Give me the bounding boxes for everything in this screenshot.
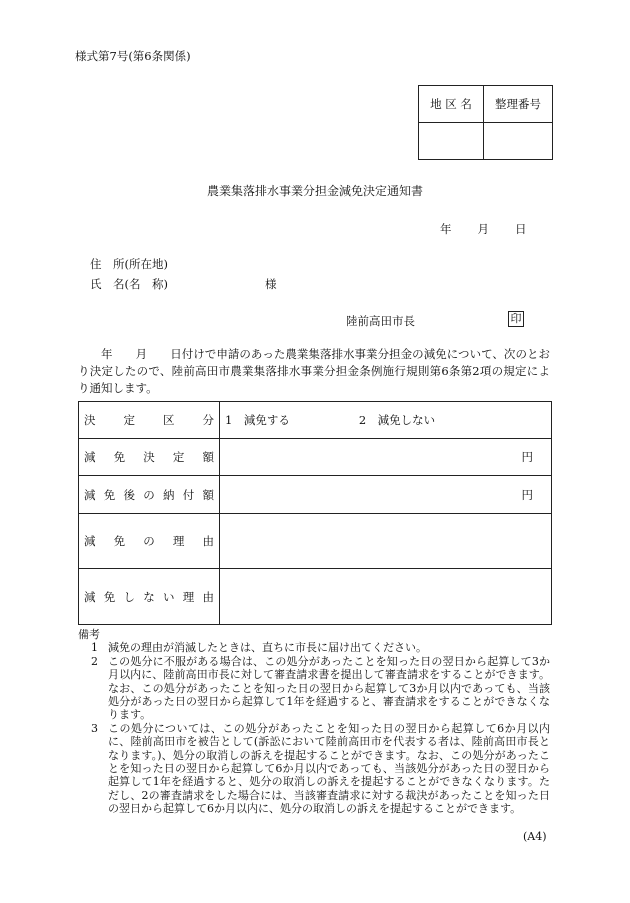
ref-no-label: 整理番号	[484, 86, 553, 123]
address-label: 住 所(所在地)	[90, 257, 168, 271]
note-item	[78, 722, 550, 816]
issuer-title: 陸前高田市長	[346, 314, 415, 328]
note-text: 減免の理由が消滅したときは、直ちに市長に届け出てください。	[108, 641, 427, 655]
paper-size: (A4)	[523, 830, 547, 843]
decision-table	[78, 401, 552, 625]
notes-heading: 備考	[78, 628, 100, 641]
document-title: 農業集落排水事業分担金減免決定通知書	[206, 184, 423, 198]
area-table	[418, 85, 553, 160]
decision-value[interactable]: 1 減免する 2 減免しない	[220, 402, 552, 439]
payment-label: 減免後の納付額	[79, 476, 220, 514]
form-number: 様式第7号(第6条関係)	[75, 49, 191, 63]
ref-no-cell[interactable]	[484, 123, 553, 160]
note-number: 1	[91, 641, 98, 655]
seal-mark: 印	[508, 311, 524, 327]
no-reason-label: 減免しない理由	[79, 569, 220, 625]
no-reason-value[interactable]	[220, 569, 552, 625]
reason-value[interactable]	[220, 514, 552, 569]
note-text: この処分に不服がある場合は、この処分があったことを知った日の翌日から起算して3か月以内に、陸前高田市長に対して審査請求書を提出して審査請求をすることができます。なお、この処分があったことを知った日の翌日から起算して3か月以内であっても、当該処分があった日の翌日から起算して1年を経過すると、審査請求をすることができなくなります。	[108, 654, 550, 722]
note-item	[78, 655, 550, 722]
reason-label: 減免の理由	[79, 514, 220, 569]
note-text: この処分については、この処分があったことを知った日の翌日から起算して6か月以内に、陸前高田市を被告として(訴訟において陸前高田市を代表する者は、陸前高田市長となります。)、処分の取消しの訴えを提起することができます。なお、この処分があったことを知った日の翌日から起算して6か月以内であっても、当該処分があった日の翌日から起算して1年を経過すると、処分の取消しの訴えを提起することができなくなります。ただし、2の審査請求をした場合には、当該審査請求に対する裁決があったことを知った日の翌日から起算して6か月以内に、処分の取消しの訴えを提起することができます。	[108, 721, 550, 816]
district-label: 地 区 名	[419, 86, 484, 123]
notes	[78, 628, 550, 816]
note-item	[78, 641, 550, 654]
date-year: 年	[440, 222, 452, 236]
note-number: 3	[91, 721, 98, 735]
body-text: 年 月 日付けで申請のあった農業集落排水事業分担金の減免について、次のとおり決定したので、陸前高田市農業集落排水事業分担金条例施行規則第6条第2項の規定により通知します。	[78, 347, 550, 395]
name-label: 氏 名(名 称)	[90, 277, 168, 291]
note-number: 2	[91, 654, 98, 668]
amount-value[interactable]: 円	[220, 439, 552, 476]
amount-label: 減免決定額	[79, 439, 220, 476]
honorific: 様	[265, 277, 277, 291]
district-cell[interactable]	[419, 123, 484, 160]
date-month: 月	[477, 222, 489, 236]
issue-date	[440, 221, 527, 237]
payment-value[interactable]: 円	[220, 476, 552, 514]
decision-label: 決定区分	[79, 402, 220, 439]
date-day: 日	[515, 222, 527, 236]
